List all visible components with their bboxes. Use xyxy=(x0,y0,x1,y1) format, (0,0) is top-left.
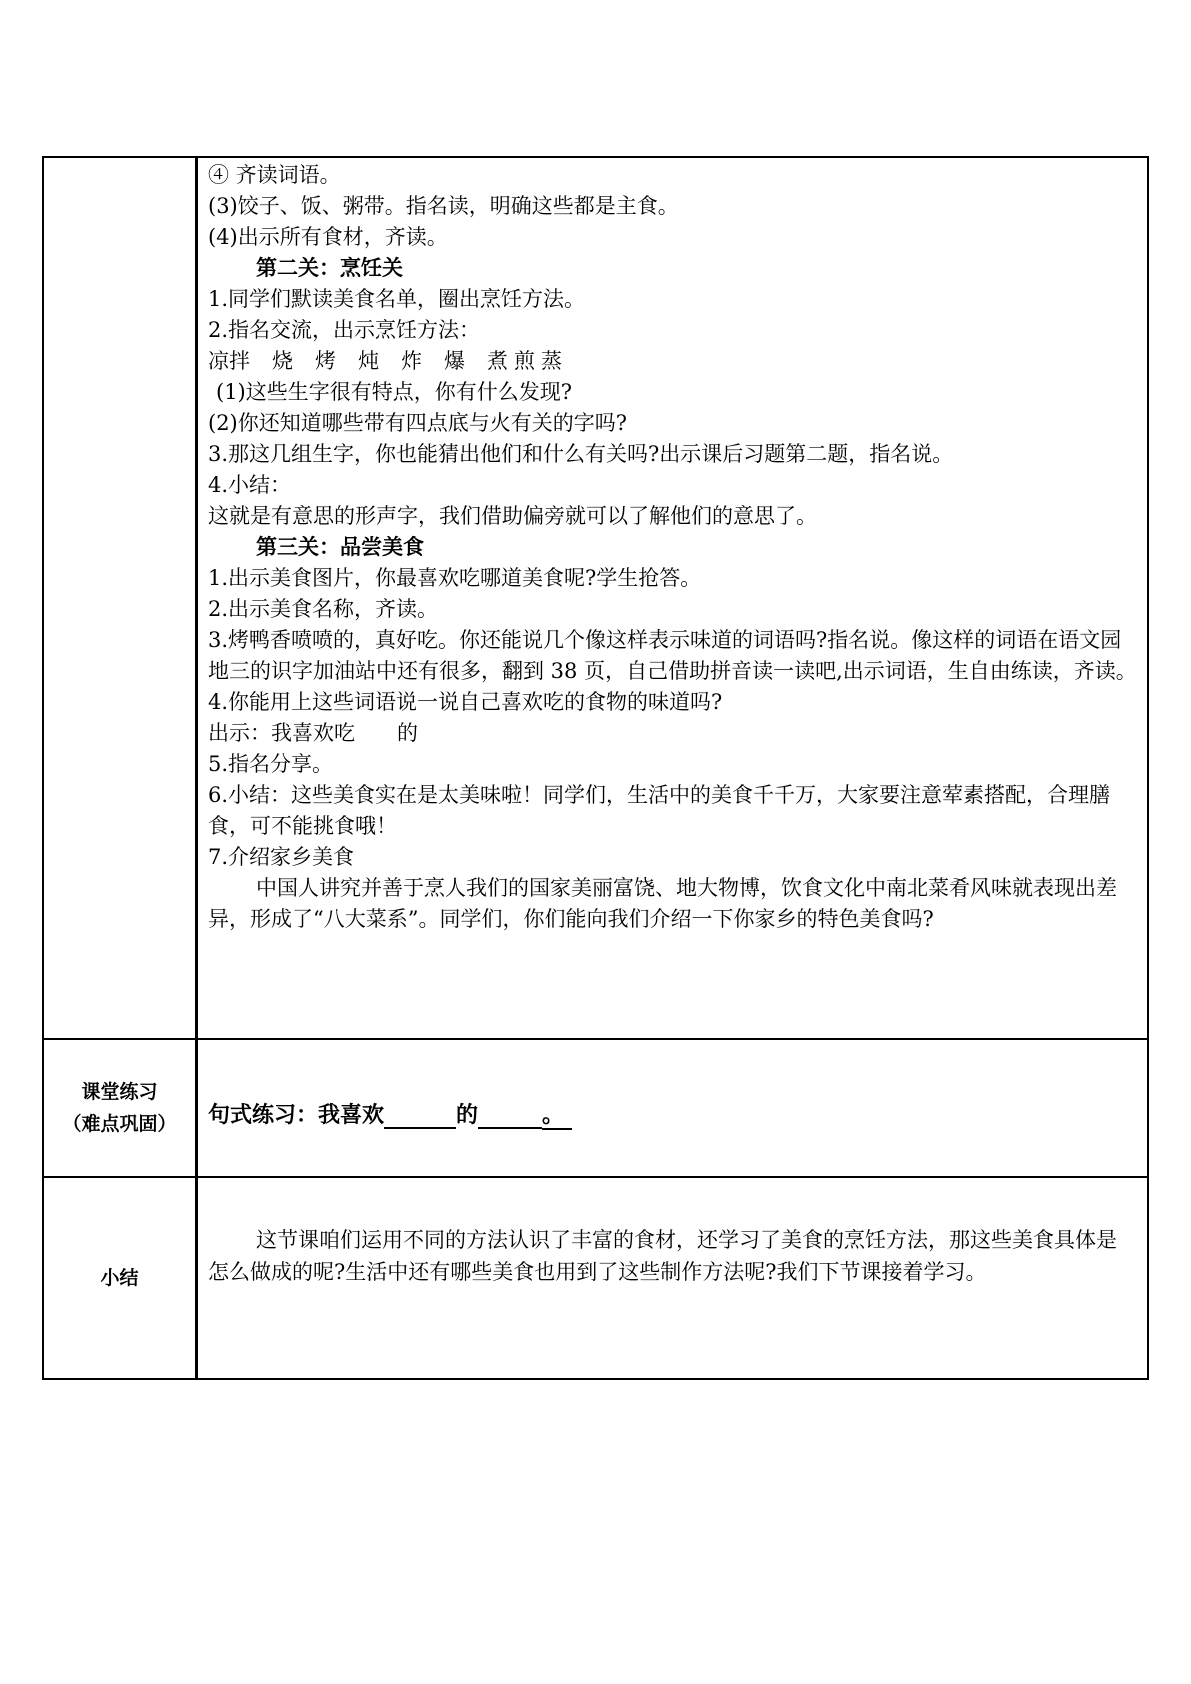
text-line: 1.出示美食图片，你最喜欢吃哪道美食呢?学生抢答。 xyxy=(208,566,702,590)
text-line: (1)这些生字很有特点，你有什么发现? xyxy=(216,380,573,404)
row-label-line: （难点巩固） xyxy=(62,1113,177,1135)
text-line: (4)出示所有食材，齐读。 xyxy=(208,225,448,249)
cooking-word: 凉拌 xyxy=(208,349,250,373)
table-row xyxy=(44,1038,1147,1176)
teaching-process-cell xyxy=(198,158,1147,1038)
exercise-mid: 的 xyxy=(456,1102,479,1128)
text-line: (3)饺子、饭、粥带。指名读，明确这些都是主食。 xyxy=(208,194,679,218)
cooking-word: 炸 xyxy=(401,349,422,373)
text-line: 2.出示美食名称，齐读。 xyxy=(208,597,439,621)
text-paragraph: 中国人讲究并善于烹人我们的国家美丽富饶、地大物博，饮食文化中南北菜肴风味就表现出差异，形成了“八大菜系”。同学们，你们能向我们介绍一下你家乡的特色美食吗? xyxy=(208,876,1117,931)
row-label: 小结 xyxy=(44,1178,198,1378)
exercise-cell xyxy=(198,1040,1147,1176)
text-line: 4.你能用上这些词语说一说自己喜欢吃的食物的味道吗? xyxy=(208,690,723,714)
blank-line xyxy=(384,1105,456,1129)
exercise-prefix: 句式练习：我喜欢 xyxy=(208,1102,385,1128)
exercise-end: 。 xyxy=(542,1103,572,1130)
text-line: 1.同学们默读美食名单，圈出烹饪方法。 xyxy=(208,287,586,311)
cooking-word: 煮 xyxy=(487,349,508,373)
summary-cell xyxy=(198,1178,1147,1378)
text-line: 4.小结： xyxy=(208,473,292,497)
row-label xyxy=(44,158,198,1038)
cooking-word: 炖 xyxy=(358,349,379,373)
table-row xyxy=(44,158,1147,1038)
row-label xyxy=(44,1040,198,1176)
sentence-exercise xyxy=(208,1098,572,1129)
cooking-word: 煎 xyxy=(514,349,535,373)
cooking-word: 爆 xyxy=(444,349,465,373)
cooking-word: 蒸 xyxy=(541,349,562,373)
text-paragraph: 6.小结：这些美食实在是太美味啦！同学们，生活中的美食千千万，大家要注意荤素搭配，合理膳食，可不能挑食哦！ xyxy=(208,783,1111,838)
section-heading: 第三关：品尝美食 xyxy=(256,535,424,559)
text-line: 7.介绍家乡美食 xyxy=(208,845,355,869)
cooking-words xyxy=(208,346,1137,377)
row-label-line: 课堂练习 xyxy=(81,1081,158,1103)
cooking-word: 烧 xyxy=(272,349,293,373)
text-line: (2)你还知道哪些带有四点底与火有关的字吗? xyxy=(208,411,628,435)
text-line: 这就是有意思的形声字，我们借助偏旁就可以了解他们的意思了。 xyxy=(208,504,817,528)
text-line: ④ 齐读词语。 xyxy=(208,163,341,187)
text-line: 2.指名交流，出示烹饪方法： xyxy=(208,318,481,342)
text-line: 5.指名分享。 xyxy=(208,752,334,776)
text-paragraph: 3.烤鸭香喷喷的，真好吃。你还能说几个像这样表示味道的词语吗?指名说。像这样的词语在语文园地三的识字加油站中还有很多，翻到 38 页，自己借助拼音读一读吧,出示词语，生自由练读，齐读。 xyxy=(208,628,1137,683)
lesson-table xyxy=(42,156,1149,1380)
summary-paragraph: 这节课咱们运用不同的方法认识了丰富的食材，还学习了美食的烹饪方法，那这些美食具体是怎么做成的呢?生活中还有哪些美食也用到了这些制作方法呢?我们下节课接着学习。 xyxy=(208,1228,1117,1284)
blank-line xyxy=(478,1105,542,1129)
cooking-word: 烤 xyxy=(315,349,336,373)
table-row xyxy=(44,1176,1147,1378)
text-line: 3.那这几组生字，你也能猜出他们和什么有关吗?出示课后习题第二题，指名说。 xyxy=(208,442,954,466)
text-line: 出示：我喜欢吃 的 xyxy=(208,721,418,745)
section-heading: 第二关：烹饪关 xyxy=(256,256,403,280)
